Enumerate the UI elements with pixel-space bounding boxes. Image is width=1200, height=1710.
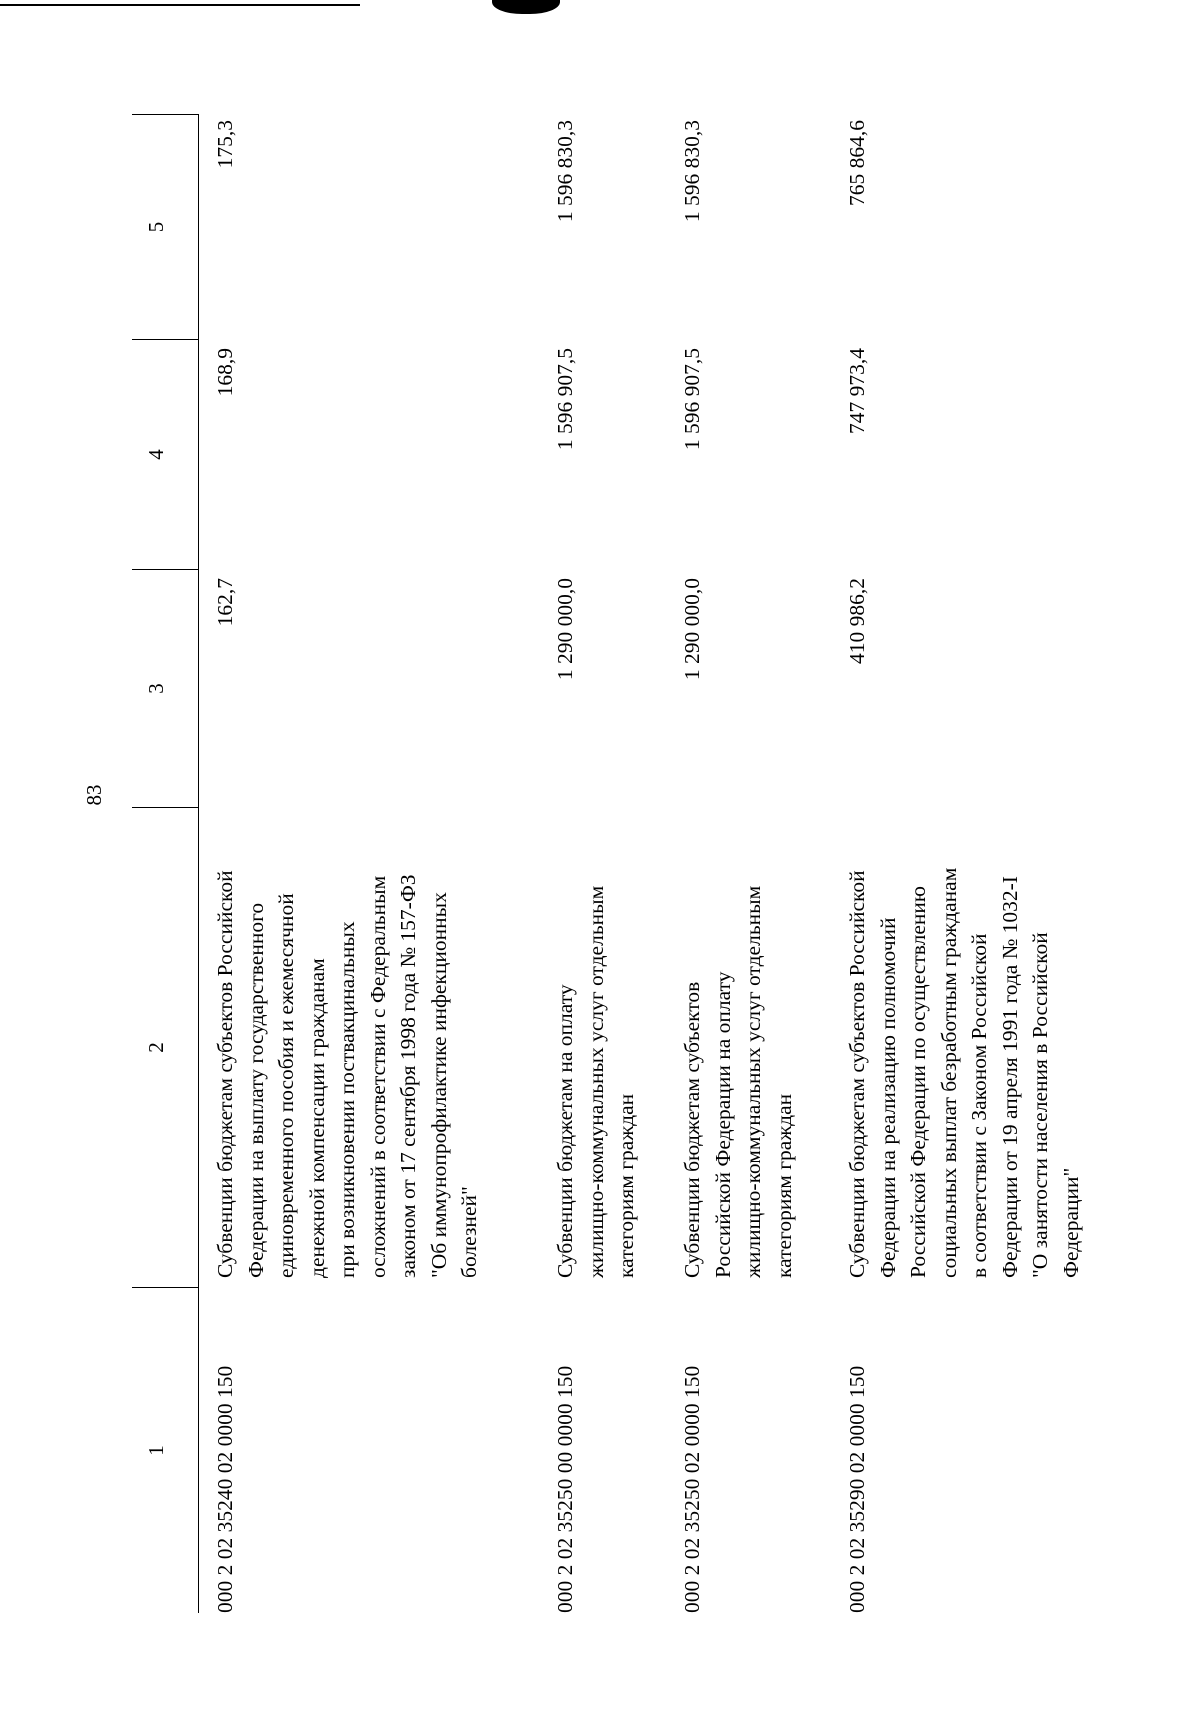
value-col-3: 1 290 000,0	[680, 578, 704, 681]
budget-code: 000 2 02 35250 00 0000 150	[553, 1365, 577, 1613]
value-col-3: 1 290 000,0	[553, 578, 577, 681]
description-line: в соответствии с Законом Российской	[967, 933, 991, 1278]
description-line: осложнений в соответствии с Федеральным	[365, 875, 390, 1278]
description-line: Субвенции бюджетам субъектов Российской	[213, 870, 237, 1278]
description-line: Субвенции бюджетам на оплату	[553, 984, 577, 1278]
description-line: Федерации на реализацию полномочий	[875, 917, 900, 1278]
budget-code: 000 2 02 35290 02 0000 150	[845, 1365, 869, 1613]
description-line: Субвенции бюджетам субъектов Российской	[845, 870, 869, 1278]
description-line: жилищно-коммунальных услуг отдельным	[741, 885, 765, 1278]
description-line: болезней"	[457, 1186, 481, 1278]
document-page	[82, 93, 1092, 1653]
description-line: социальных выплат безработным гражданам	[936, 867, 961, 1278]
value-col-4: 1 596 907,5	[553, 348, 577, 451]
value-col-3: 162,7	[213, 578, 237, 627]
value-col-5: 1 596 830,3	[680, 120, 704, 223]
value-col-4: 1 596 907,5	[680, 348, 704, 451]
description-line: "Об иммунопрофилактике инфекционных	[426, 892, 451, 1278]
header-cell-2: 2	[132, 808, 198, 1288]
description-line: Федерации"	[1058, 1167, 1083, 1278]
description-line: при возникновении поствакцинальных	[335, 921, 359, 1278]
row-description	[550, 808, 642, 1278]
budget-code: 000 2 02 35240 02 0000 150	[213, 1365, 237, 1613]
value-col-4: 747 973,4	[845, 348, 869, 434]
description-line: Субвенции бюджетам субъектов	[680, 981, 704, 1278]
description-line: единовременного пособия и ежемесячной	[274, 893, 298, 1278]
value-col-5: 1 596 830,3	[553, 120, 577, 223]
description-line: законом от 17 сентября 1998 года № 157-ФЗ	[396, 874, 420, 1278]
value-col-5: 765 864,6	[845, 120, 869, 206]
description-line: денежной компенсации гражданам	[304, 958, 329, 1278]
description-line: категориям граждан	[771, 1093, 796, 1278]
header-cell-5: 5	[132, 115, 198, 340]
value-col-4: 168,9	[213, 348, 237, 397]
description-line: Федерации на выплату государственного	[243, 902, 268, 1278]
page-number: 83	[82, 784, 106, 806]
table-header	[132, 114, 199, 1613]
description-line: Российской Федерации по осуществлению	[906, 886, 930, 1278]
description-line: Федерации от 19 апреля 1991 года № 1032-I	[997, 876, 1022, 1278]
header-cell-1: 1	[144, 1445, 168, 1456]
row-description	[210, 808, 485, 1278]
header-cell-4: 4	[132, 340, 198, 570]
description-line: жилищно-коммунальных услуг отдельным	[583, 885, 608, 1278]
row-description	[842, 808, 1086, 1278]
value-col-5: 175,3	[213, 120, 237, 169]
description-line: Российской Федерации на оплату	[710, 971, 735, 1278]
description-line: категориям граждан	[614, 1093, 638, 1278]
header-cell-3: 3	[132, 570, 198, 808]
description-line: "О занятости населения в Российской	[1028, 932, 1052, 1278]
row-description	[677, 808, 799, 1278]
scan-edge-line	[0, 4, 360, 6]
value-col-3: 410 986,2	[845, 578, 869, 664]
scan-binding-mark	[492, 0, 560, 14]
budget-code: 000 2 02 35250 02 0000 150	[680, 1365, 704, 1613]
